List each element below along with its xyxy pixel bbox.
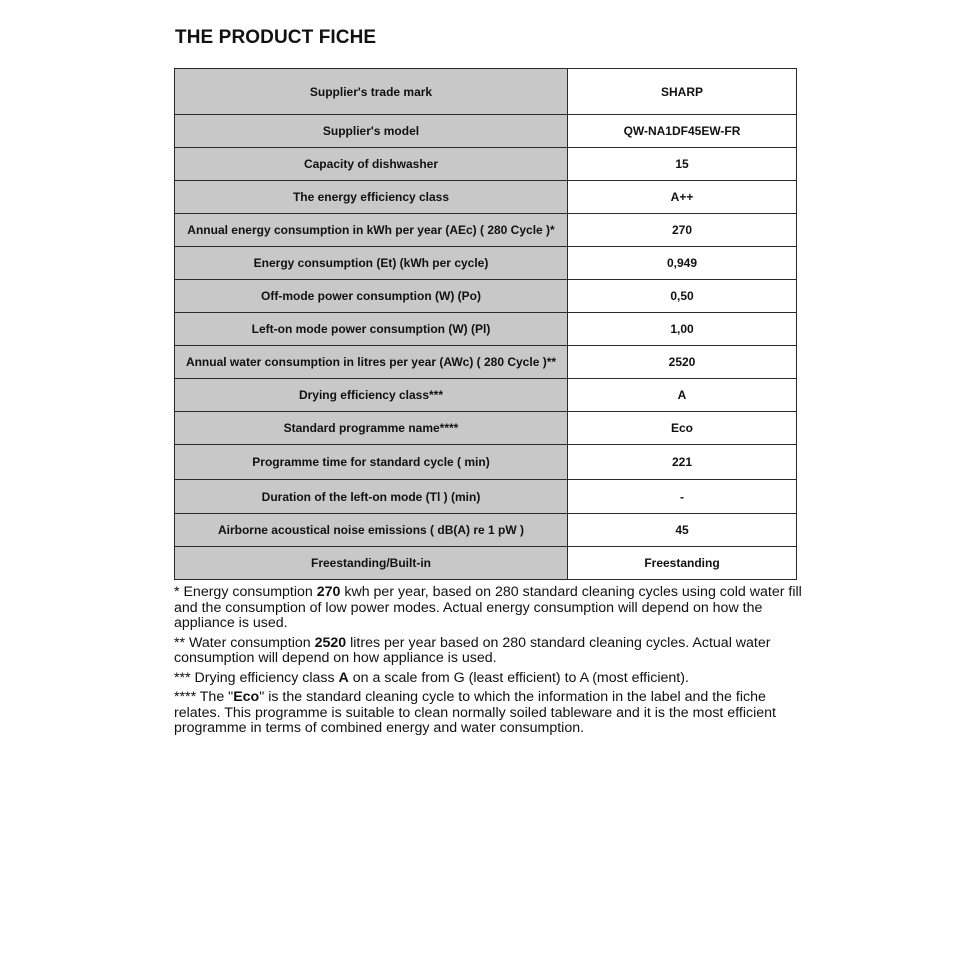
- row-value: A++: [568, 181, 797, 214]
- table-row: [175, 214, 797, 247]
- row-label: Programme time for standard cycle ( min): [175, 445, 568, 480]
- footnote-bold: 270: [316, 584, 341, 600]
- footnote-energy: [174, 585, 814, 632]
- footnote-bold: Eco: [233, 689, 260, 705]
- table-row: [175, 148, 797, 181]
- row-value: -: [568, 480, 797, 514]
- footnote-drying: [174, 671, 814, 687]
- table-row: [175, 69, 797, 115]
- table-row: [175, 247, 797, 280]
- row-label: Off-mode power consumption (W) (Po): [175, 280, 568, 313]
- row-value: 0,50: [568, 280, 797, 313]
- table-row: [175, 280, 797, 313]
- row-label: Energy consumption (Et) (kWh per cycle): [175, 247, 568, 280]
- row-label: Capacity of dishwasher: [175, 148, 568, 181]
- row-value: Eco: [568, 412, 797, 445]
- row-label: Standard programme name****: [175, 412, 568, 445]
- table-row: [175, 514, 797, 547]
- row-value: 270: [568, 214, 797, 247]
- footnote-text: *** Drying efficiency class: [174, 669, 339, 686]
- footnote-text: * Energy consumption: [174, 584, 317, 600]
- row-value: Freestanding: [568, 547, 797, 580]
- row-label: The energy efficiency class: [175, 181, 568, 214]
- table-row: [175, 346, 797, 379]
- row-value: SHARP: [568, 69, 797, 115]
- footnote-bold: A: [338, 669, 349, 686]
- footnotes: [174, 585, 814, 741]
- row-value: 45: [568, 514, 797, 547]
- footnote-text: ** Water consumption: [174, 634, 315, 651]
- row-value: 1,00: [568, 313, 797, 346]
- row-value: 0,949: [568, 247, 797, 280]
- table-row: [175, 115, 797, 148]
- row-label: Left-on mode power consumption (W) (Pl): [175, 313, 568, 346]
- table-row: [175, 313, 797, 346]
- footnote-text: kwh per year, based on 280 standard cleaning cycles using cold water fill and the consumption of low power modes. Actual energy consumption will depend on how the appliance is used.: [174, 584, 802, 631]
- row-value: A: [568, 379, 797, 412]
- table-row: [175, 181, 797, 214]
- footnote-text: on a scale from G (least efficient) to A (most efficient).: [348, 669, 689, 686]
- table-row: [175, 547, 797, 580]
- footnote-water: [174, 636, 814, 667]
- row-value: 15: [568, 148, 797, 181]
- row-label: Freestanding/Built-in: [175, 547, 568, 580]
- table-row: [175, 412, 797, 445]
- row-label: Supplier's trade mark: [175, 69, 568, 115]
- table-row: [175, 480, 797, 514]
- page-title: THE PRODUCT FICHE: [175, 27, 377, 48]
- row-label: Drying efficiency class***: [175, 379, 568, 412]
- footnote-text: " is the standard cleaning cycle to which the information in the label and the fiche relates. This programme is suitable to clean normally soiled tableware and it is the most efficient programme in terms of combined energy and water consumption.: [174, 689, 776, 736]
- footnote-text: litres per year based on 280 standard cleaning cycles. Actual water consumption will depend on how appliance is used.: [174, 634, 771, 666]
- row-label: Supplier's model: [175, 115, 568, 148]
- product-fiche-table: [174, 68, 797, 580]
- row-value: 221: [568, 445, 797, 480]
- footnote-eco: [174, 690, 814, 737]
- row-label: Airborne acoustical noise emissions ( dB(A) re 1 pW ): [175, 514, 568, 547]
- row-label: Annual water consumption in litres per year (AWc) ( 280 Cycle )**: [175, 346, 568, 379]
- row-label: Annual energy consumption in kWh per year (AEc) ( 280 Cycle )*: [175, 214, 568, 247]
- row-value: QW-NA1DF45EW-FR: [568, 115, 797, 148]
- footnote-bold: 2520: [314, 634, 347, 651]
- table-row: [175, 445, 797, 480]
- footnote-text: **** The ": [174, 689, 234, 705]
- table-row: [175, 379, 797, 412]
- row-label: Duration of the left-on mode (Tl ) (min): [175, 480, 568, 514]
- row-value: 2520: [568, 346, 797, 379]
